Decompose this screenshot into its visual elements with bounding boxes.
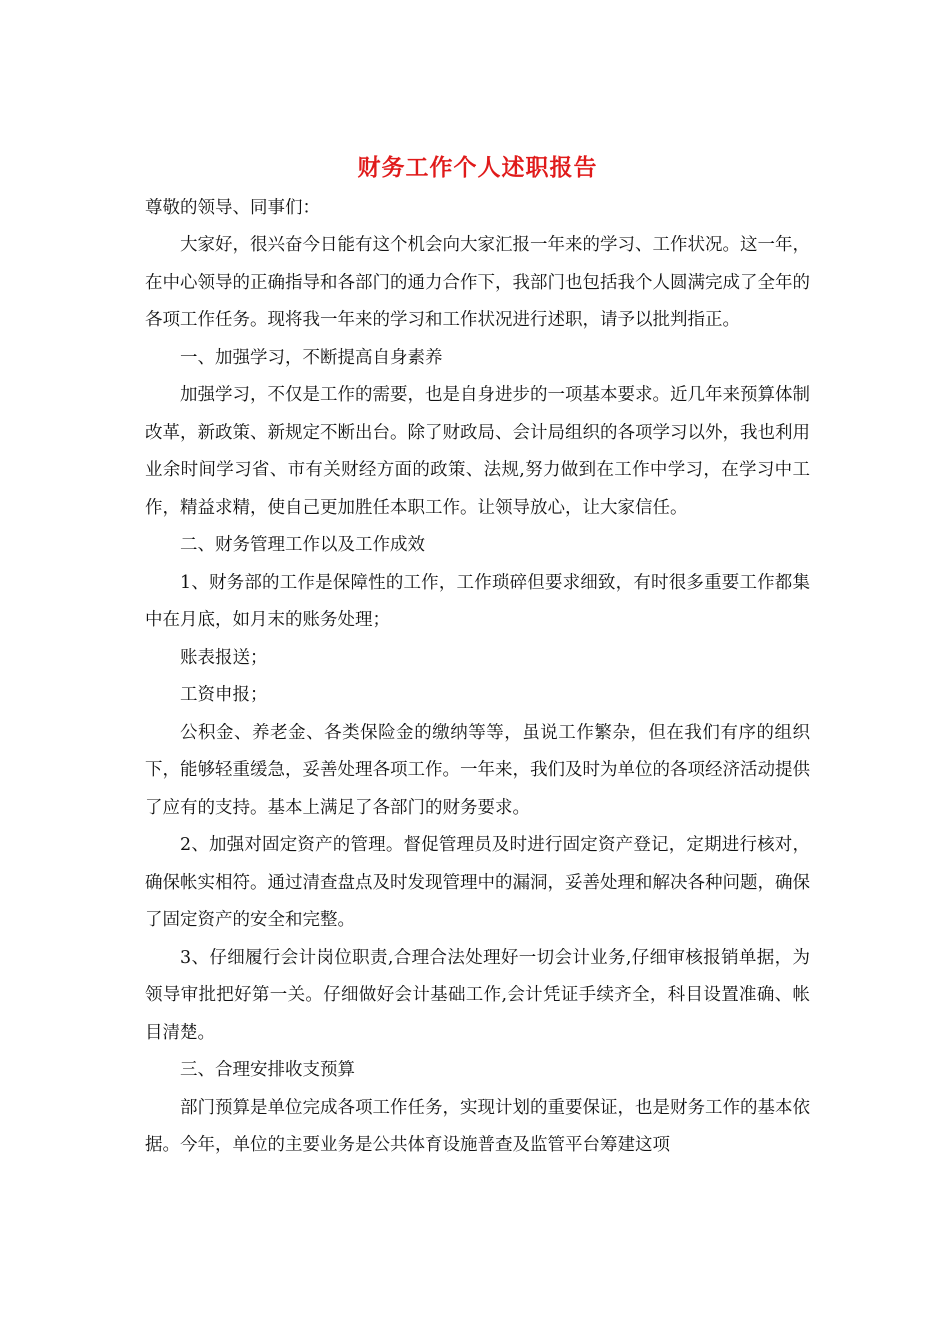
paragraph-item-3: 3、仔细履行会计岗位职责,合理合法处理好一切会计业务,仔细审核报销单据，为领导审批把好第一关。仔细做好会计基础工作,会计凭证手续齐全，科目设置准确、帐目清楚。: [145, 947, 810, 1043]
document-page: [145, 150, 810, 1165]
paragraph-funds: 公积金、养老金、各类保险金的缴纳等等，虽说工作繁杂，但在我们有序的组织下，能够轻重缓急，妥善处理各项工作。一年来，我们及时为单位的各项经济活动提供了应有的支持。基本上满足了各部门的财务要求。: [145, 722, 810, 818]
section-heading-3: 三、合理安排收支预算: [180, 1060, 355, 1080]
paragraph-learning: 加强学习，不仅是工作的需要，也是自身进步的一项基本要求。近几年来预算体制改革，新政策、新规定不断出台。除了财政局、会计局组织的各项学习以外，我也利用业余时间学习省、市有关财经方面的政策、法规,努力做到在工作中学习，在学习中工作，精益求精，使自己更加胜任本职工作。让领导放心，让大家信任。: [145, 385, 810, 518]
paragraph-budget: 部门预算是单位完成各项工作任务，实现计划的重要保证，也是财务工作的基本依据。今年，单位的主要业务是公共体育设施普查及监管平台筹建这项: [145, 1097, 810, 1155]
greeting: 尊敬的领导、同事们：: [145, 198, 320, 218]
paragraph-item-2: 2、加强对固定资产的管理。督促管理员及时进行固定资产登记，定期进行核对，确保帐实相符。通过清查盘点及时发现管理中的漏洞，妥善处理和解决各种问题，确保了固定资产的安全和完整。: [145, 835, 810, 930]
paragraph-item-1: 1、财务部的工作是保障性的工作，工作琐碎但要求细致，有时很多重要工作都集中在月底，如月末的账务处理；: [145, 572, 810, 630]
paragraph-reports: 账表报送；: [180, 647, 268, 668]
section-heading-1: 一、加强学习，不断提高自身素养: [180, 347, 443, 368]
paragraph-intro: 大家好，很兴奋今日能有这个机会向大家汇报一年来的学习、工作状况。这一年，在中心领导的正确指导和各部门的通力合作下，我部门也包括我个人圆满完成了全年的各项工作任务。现将我一年来的学习和工作状况进行述职，请予以批判指正。: [145, 235, 810, 330]
document-title: 财务工作个人述职报告: [357, 154, 598, 181]
section-heading-2: 二、财务管理工作以及工作成效: [180, 535, 425, 555]
paragraph-payroll: 工资申报；: [180, 685, 268, 705]
